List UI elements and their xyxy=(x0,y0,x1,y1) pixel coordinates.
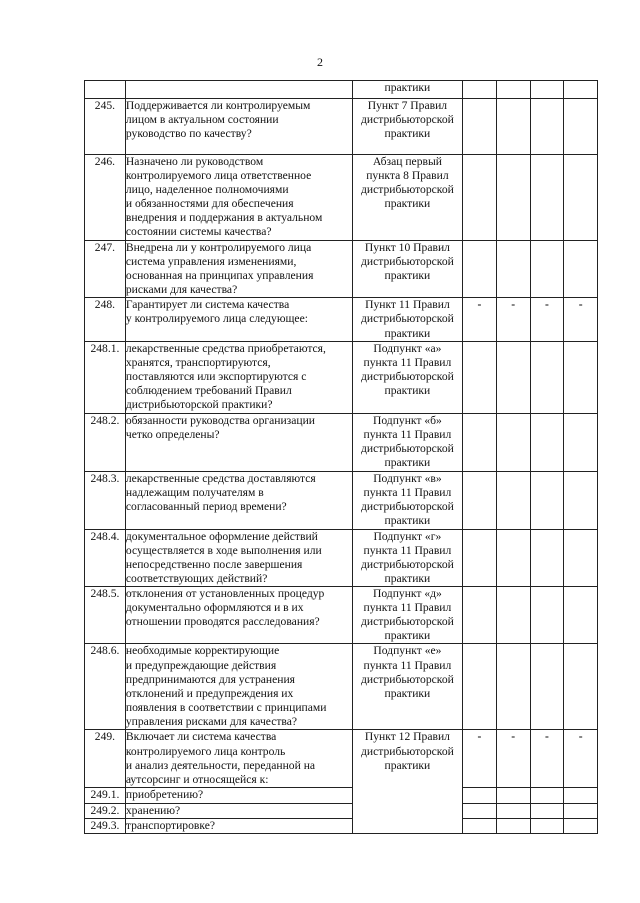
reference-line: практики xyxy=(384,455,431,469)
answer-cell xyxy=(463,803,497,818)
answer-cell xyxy=(564,99,598,155)
question-cell xyxy=(125,587,352,644)
reference-line: практики xyxy=(384,686,431,700)
question-line: состоянии системы качества? xyxy=(125,225,272,239)
answer-cell xyxy=(564,730,598,788)
item-number: 248.6. xyxy=(85,644,126,730)
answer-cell xyxy=(530,471,564,529)
reference-line: дистрибьюторской xyxy=(360,183,454,197)
reference-cell xyxy=(352,155,462,241)
reference-cell xyxy=(352,298,462,341)
answer-cell xyxy=(564,298,598,341)
item-number: 248.5. xyxy=(85,587,126,644)
table-row xyxy=(85,155,598,241)
reference-line: Пункт 7 Правил xyxy=(367,99,448,112)
answer-mark: - xyxy=(544,298,549,312)
answer-cell xyxy=(564,587,598,644)
answer-cell xyxy=(496,155,530,241)
answer-cell xyxy=(564,471,598,529)
reference-line: пункта 11 Правил xyxy=(363,601,452,615)
reference-line: Абзац первый xyxy=(372,155,442,168)
question-line: предпринимаются для устранения xyxy=(125,672,295,686)
answer-mark: - xyxy=(578,730,583,744)
answer-cell xyxy=(496,818,530,833)
question-line: непосредственно после завершения xyxy=(125,557,303,571)
item-number: 249.2. xyxy=(85,803,126,818)
answer-cell xyxy=(564,341,598,413)
answer-cell xyxy=(496,803,530,818)
reference-cell xyxy=(352,730,462,833)
reference-cell xyxy=(352,99,462,155)
question-cell xyxy=(125,413,352,471)
reference-line: пункта 8 Правил xyxy=(366,169,449,183)
answer-cell xyxy=(530,587,564,644)
answer-cell xyxy=(530,529,564,586)
answer-cell xyxy=(564,529,598,586)
answer-cell xyxy=(463,155,497,241)
reference-cell xyxy=(352,341,462,413)
reference-line: дистрибьюторской xyxy=(360,312,454,326)
question-line: и обязанностями для обеспечения xyxy=(125,197,294,211)
answer-cell xyxy=(496,644,530,730)
item-number: 249.3. xyxy=(85,818,126,833)
reference-line: Пункт 11 Правил xyxy=(365,298,450,312)
reference-line: Пункт 12 Правил xyxy=(364,730,450,744)
answer-mark: - xyxy=(511,298,516,312)
table-row-subitem xyxy=(85,818,598,833)
question-line: появления в соответствии с принципами xyxy=(125,700,327,714)
question-line: внедрения и поддержания в актуальном xyxy=(125,211,323,225)
reference-line: практики xyxy=(384,127,431,141)
item-number: 245. xyxy=(85,99,126,155)
question-line: руководство по качеству? xyxy=(125,127,252,141)
reference-line: практики xyxy=(384,197,431,211)
item-number: 246. xyxy=(85,155,126,241)
answer-cell xyxy=(530,818,564,833)
question-cell: хранению? xyxy=(125,803,352,818)
item-number: 249. xyxy=(85,730,126,788)
answer-cell xyxy=(463,413,497,471)
question-line: и предупреждающие действия xyxy=(125,658,277,672)
reference-line: пункта 11 Правил xyxy=(363,658,452,672)
reference-cell xyxy=(352,587,462,644)
answer-cell xyxy=(496,730,530,788)
question-line: аутсорсинг и относящейся к: xyxy=(125,772,269,786)
question-line: обязанности руководства организации xyxy=(125,413,316,427)
answer-cell xyxy=(496,81,530,99)
item-number: 248.2. xyxy=(85,413,126,471)
question-line: рисками для качества? xyxy=(125,283,238,297)
answer-cell xyxy=(496,241,530,298)
answer-cell xyxy=(463,730,497,788)
question-cell xyxy=(125,644,352,730)
reference-line: дистрибьюторской xyxy=(360,615,454,629)
answer-cell xyxy=(496,529,530,586)
question-line: документально оформляются и в их xyxy=(125,601,304,615)
question-cell: приобретению? xyxy=(125,788,352,803)
answer-cell xyxy=(463,341,497,413)
question-line: Гарантирует ли система качества xyxy=(125,298,290,312)
question-cell xyxy=(125,241,352,298)
question-line: соблюдением требований Правил xyxy=(125,383,292,397)
item-number: 247. xyxy=(85,241,126,298)
table-row xyxy=(85,241,598,298)
answer-cell xyxy=(530,788,564,803)
reference-line: Подпункт «д» xyxy=(372,587,442,601)
reference-cell: практики xyxy=(352,81,462,99)
answer-cell xyxy=(496,99,530,155)
reference-cell xyxy=(352,241,462,298)
item-number: 248.1. xyxy=(85,341,126,413)
answer-cell xyxy=(530,803,564,818)
answer-cell xyxy=(564,155,598,241)
answer-cell xyxy=(564,818,598,833)
question-line: основанная на принципах управления xyxy=(125,269,314,283)
answer-cell xyxy=(564,413,598,471)
answer-cell xyxy=(564,803,598,818)
question-cell xyxy=(125,471,352,529)
table-row xyxy=(85,413,598,471)
question-line: контролируемого лица ответственное xyxy=(125,169,312,183)
reference-line: Подпункт «е» xyxy=(373,644,442,658)
question-line: отклонений и предупреждения их xyxy=(125,686,294,700)
reference-line: практики xyxy=(384,629,431,643)
reference-line: пункта 11 Правил xyxy=(363,355,452,369)
question-cell xyxy=(125,341,352,413)
reference-line: Подпункт «г» xyxy=(373,529,442,543)
table-row xyxy=(85,471,598,529)
question-cell xyxy=(125,298,352,341)
answer-cell xyxy=(530,81,564,99)
question-line: поставляются или экспортируются с xyxy=(125,369,307,383)
answer-cell xyxy=(463,471,497,529)
question-line: соответствующих действий? xyxy=(125,571,268,585)
answer-cell xyxy=(463,587,497,644)
answer-cell xyxy=(530,99,564,155)
reference-cell xyxy=(352,644,462,730)
answer-cell xyxy=(530,298,564,341)
answer-cell xyxy=(530,730,564,788)
item-number: 248.4. xyxy=(85,529,126,586)
question-line: лекарственные средства доставляются xyxy=(125,471,316,485)
answer-cell xyxy=(564,81,598,99)
question-cell xyxy=(125,99,352,155)
answer-mark: - xyxy=(544,730,549,744)
answer-cell xyxy=(530,241,564,298)
question-line: управления рисками для качества? xyxy=(125,714,298,728)
reference-line: Подпункт «в» xyxy=(373,471,442,485)
question-line: четко определены? xyxy=(125,427,220,441)
answer-cell xyxy=(496,587,530,644)
question-cell xyxy=(125,81,352,99)
answer-cell xyxy=(530,413,564,471)
question-line: согласованный период времени? xyxy=(125,499,287,513)
table-row-subitem xyxy=(85,803,598,818)
table-row xyxy=(85,341,598,413)
answer-cell xyxy=(564,788,598,803)
question-line: Включает ли система качества xyxy=(125,730,277,744)
answer-cell xyxy=(496,471,530,529)
reference-line: дистрибьюторской xyxy=(360,255,454,269)
answer-cell xyxy=(463,644,497,730)
reference-line: Подпункт «а» xyxy=(373,341,442,355)
reference-line: пункта 11 Правил xyxy=(363,485,452,499)
answer-cell xyxy=(496,298,530,341)
reference-line: пункта 11 Правил xyxy=(363,427,452,441)
answer-cell xyxy=(530,155,564,241)
answer-cell xyxy=(530,341,564,413)
table-row xyxy=(85,529,598,586)
question-line: лекарственные средства приобретаются, xyxy=(125,341,326,355)
reference-line: практики xyxy=(384,269,431,283)
question-cell xyxy=(125,529,352,586)
reference-line: дистрибьюторской xyxy=(360,744,454,758)
item-number: 249.1. xyxy=(85,788,126,803)
reference-line: практики xyxy=(384,571,431,585)
answer-cell xyxy=(463,298,497,341)
answer-cell xyxy=(564,241,598,298)
table-row-subitem xyxy=(85,788,598,803)
checklist-table xyxy=(84,80,598,834)
answer-cell xyxy=(463,241,497,298)
reference-line: Пункт 10 Правил xyxy=(364,241,450,254)
reference-line: дистрибьюторской xyxy=(360,672,454,686)
reference-line: дистрибьюторской xyxy=(360,113,454,127)
question-cell: транспортировке? xyxy=(125,818,352,833)
question-cell xyxy=(125,730,352,788)
reference-cell xyxy=(352,529,462,586)
reference-line: пункта 11 Правил xyxy=(363,543,452,557)
question-line: система управления изменениями, xyxy=(125,255,297,269)
item-number xyxy=(85,81,126,99)
item-number: 248. xyxy=(85,298,126,341)
question-line: осуществляется в ходе выполнения или xyxy=(125,543,322,557)
reference-cell xyxy=(352,413,462,471)
question-line: отношении проводятся расследования? xyxy=(125,615,320,629)
item-number: 248.3. xyxy=(85,471,126,529)
answer-cell xyxy=(463,81,497,99)
table-row xyxy=(85,99,598,155)
reference-line: дистрибьюторской xyxy=(360,499,454,513)
question-line: контролируемого лица контроль xyxy=(125,744,286,758)
question-line: документальное оформление действий xyxy=(125,529,318,543)
question-line: хранятся, транспортируются, xyxy=(125,355,271,369)
table-row xyxy=(85,587,598,644)
reference-line: Подпункт «б» xyxy=(372,413,442,427)
table-row xyxy=(85,730,598,788)
table-row-continuation xyxy=(85,81,598,99)
question-line: надлежащим получателям в xyxy=(125,485,264,499)
answer-cell xyxy=(463,99,497,155)
reference-line: дистрибьюторской xyxy=(360,369,454,383)
answer-mark: - xyxy=(578,298,583,312)
reference-line: практики xyxy=(384,758,431,772)
question-line: и анализ деятельности, переданной на xyxy=(125,758,316,772)
answer-mark: - xyxy=(477,730,482,744)
answer-cell xyxy=(463,788,497,803)
answer-cell xyxy=(564,644,598,730)
reference-cell xyxy=(352,471,462,529)
reference-line: практики xyxy=(384,326,431,340)
question-line: дистрибьюторской практики? xyxy=(125,398,273,412)
answer-cell xyxy=(530,644,564,730)
reference-line: практики xyxy=(384,513,431,527)
answer-cell xyxy=(496,341,530,413)
question-line: Поддерживается ли контролируемым xyxy=(125,99,311,112)
answer-cell xyxy=(463,818,497,833)
reference-line: практики xyxy=(384,383,431,397)
question-line: Внедрена ли у контролируемого лица xyxy=(125,241,312,254)
answer-mark: - xyxy=(477,298,482,312)
page-number: 2 xyxy=(317,55,323,69)
table-row xyxy=(85,298,598,341)
question-line: Назначено ли руководством xyxy=(125,155,264,168)
question-line: необходимые корректирующие xyxy=(125,644,280,658)
question-cell xyxy=(125,155,352,241)
question-line: у контролируемого лица следующее: xyxy=(125,312,308,326)
question-line: отклонения от установленных процедур xyxy=(125,587,325,601)
answer-cell xyxy=(496,413,530,471)
answer-cell xyxy=(496,788,530,803)
answer-cell xyxy=(463,529,497,586)
question-line: лицом в актуальном состоянии xyxy=(125,113,279,127)
reference-line: дистрибьюторской xyxy=(360,441,454,455)
table-row xyxy=(85,644,598,730)
question-line: лицо, наделенное полномочиями xyxy=(125,183,289,197)
reference-line: дистрибьюторской xyxy=(360,557,454,571)
answer-mark: - xyxy=(511,730,516,744)
